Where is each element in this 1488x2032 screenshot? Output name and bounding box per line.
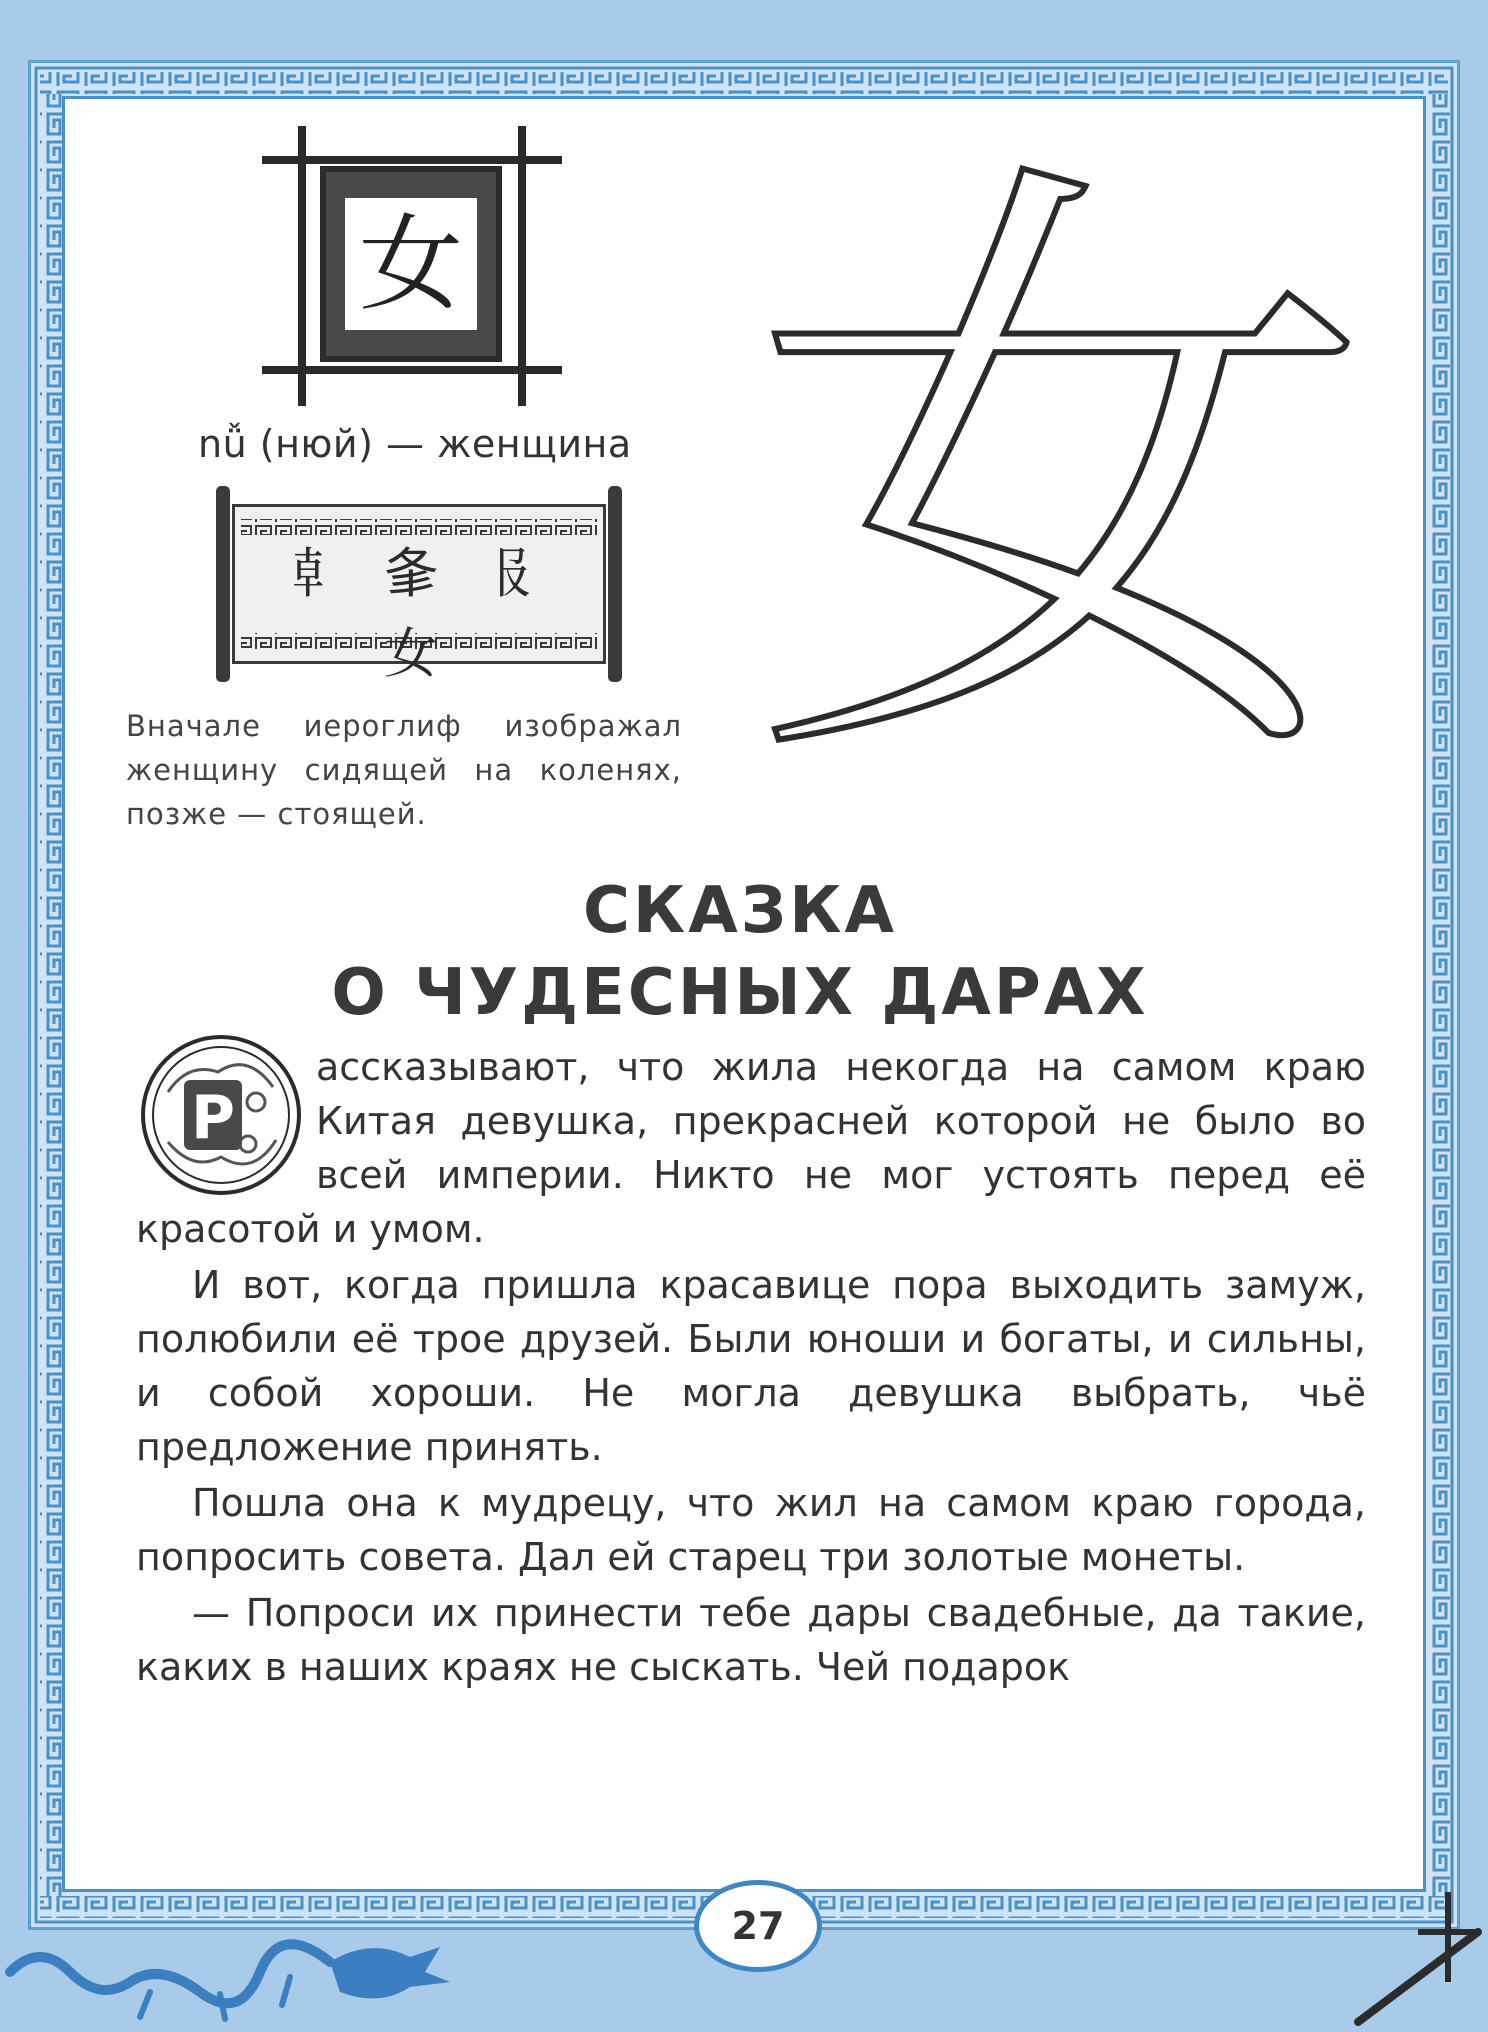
- dragon-icon: [0, 1932, 470, 2032]
- story-paragraph-1: ассказывают, что жила некогда на самом краю Китая девушка, прекрасней которой не было во всей империи. Никто не мог устоять перед её красотой и умом.: [136, 1045, 1366, 1251]
- brush-icon: [1348, 1872, 1488, 2032]
- story-paragraph-2: И вот, когда пришла красавице пора выходить замуж, полюбили её трое друзей. Были юноши и богаты, и сильны, и собой хороши. Не могла девушка выбрать, чьё предложение принять.: [136, 1263, 1366, 1469]
- scroll-rod-right: [608, 486, 622, 682]
- character-frame: [262, 126, 562, 406]
- story-text: [136, 1040, 1366, 1696]
- title-line-1: СКАЗКА: [582, 874, 898, 948]
- ancient-forms-scroll: [210, 486, 628, 685]
- scroll-rod-left: [216, 486, 230, 682]
- dropcap-space: [136, 1040, 316, 1202]
- page-number: 27: [694, 1880, 822, 1972]
- story-paragraph-4: — Попроси их принести тебе дары свадебные, да такие, каких в наших краях не сыскать. Чей подарок: [136, 1591, 1366, 1689]
- pinyin-translation: nǚ (нюй) — женщина: [198, 422, 632, 466]
- story-title: [140, 870, 1340, 1034]
- glyph-character: 女: [345, 198, 477, 330]
- story-paragraph-3: Пошла она к мудрецу, что жил на самом краю города, попросить совета. Дал ей старец три золотые монеты.: [136, 1481, 1366, 1579]
- glyph-tile: [320, 166, 502, 362]
- big-glyph-text: 女: [752, 130, 1372, 770]
- dropcap-letter: Р: [191, 1083, 235, 1153]
- ancient-glyphs: 𠦝 𡕗 𠬝 女: [280, 542, 558, 685]
- glyph-caption: Вначале иероглиф изображал женщину сидящей на коленях, позже — стоящей.: [126, 709, 682, 831]
- title-line-2: О ЧУДЕСНЫХ ДАРАХ: [331, 956, 1149, 1030]
- big-character-outline: [692, 130, 1432, 770]
